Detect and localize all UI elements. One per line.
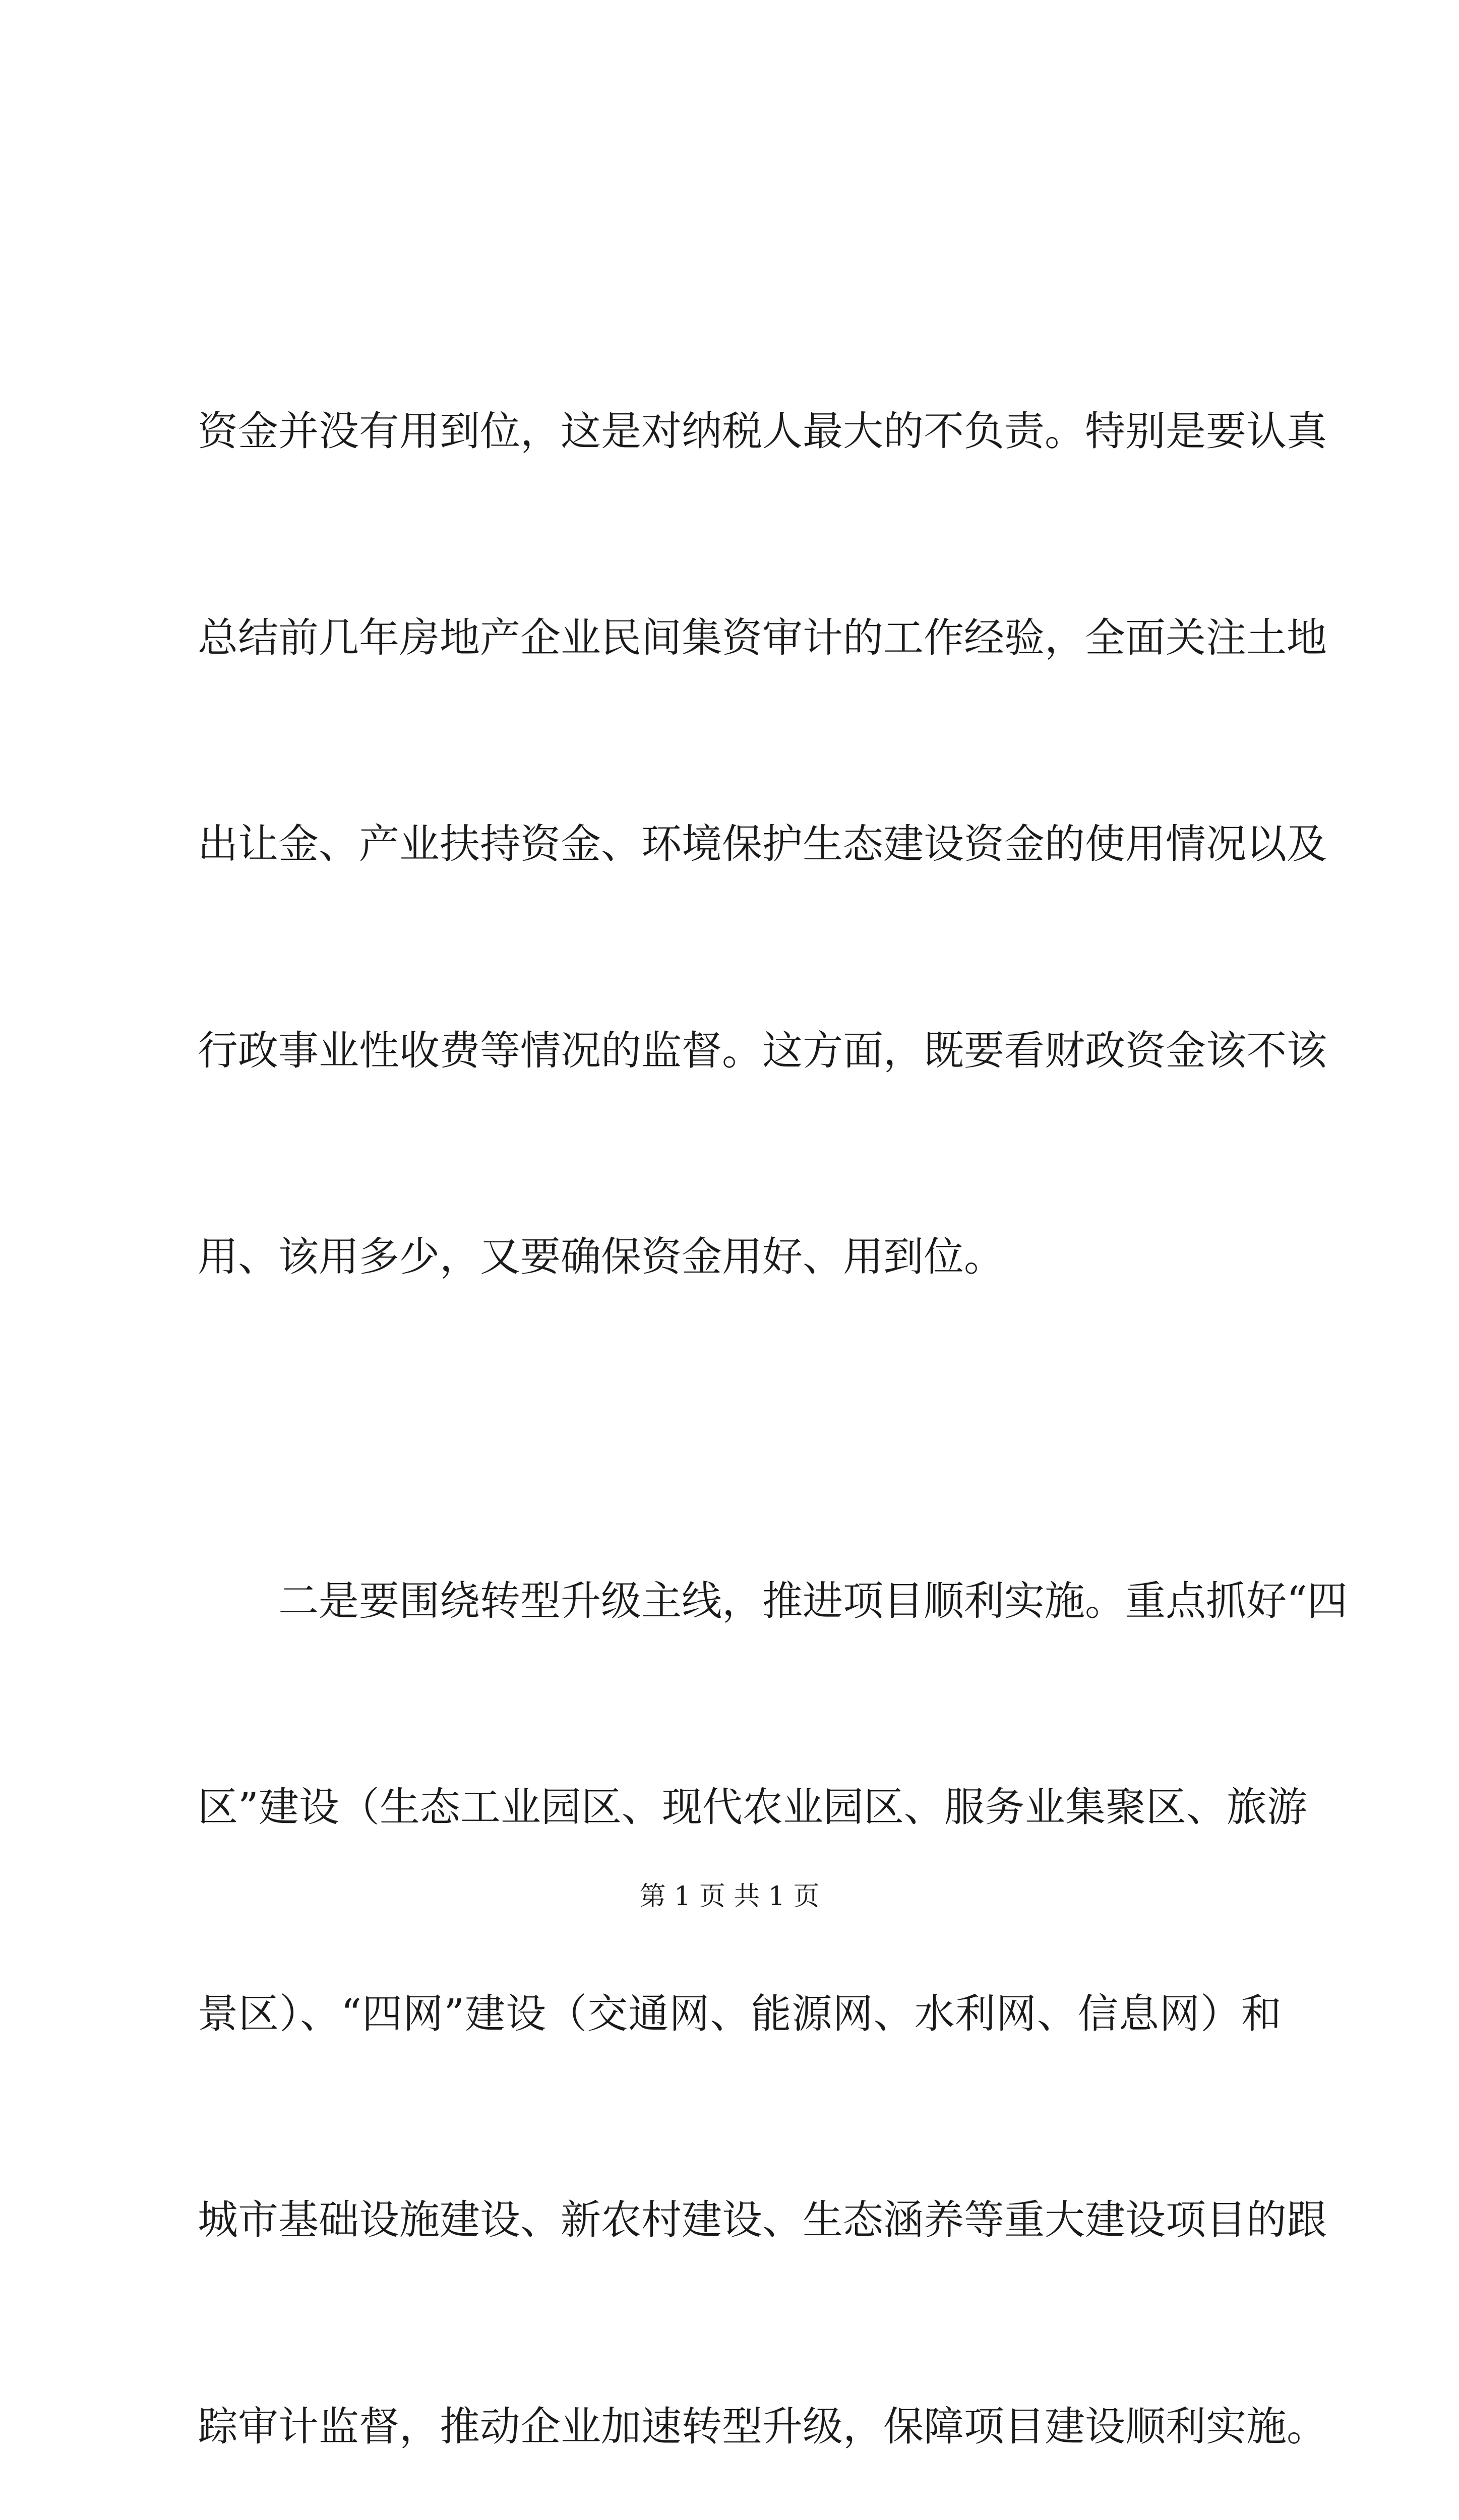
page-number-footer: 第 1 页 共 1 页 <box>0 1875 1459 1913</box>
paragraph-1 <box>198 260 1282 1429</box>
text-line: 二是要围绕转型升级主线，推进项目顺利实施。重点抓好“四 <box>198 1567 1282 1636</box>
text-line: 用、该用多少，又要确保资金用好、用到位。 <box>198 1223 1282 1292</box>
text-line: 区”建设（生态工业园区、现代农业园区、服务业集聚区、旅游 <box>198 1773 1282 1842</box>
paragraph-2 <box>198 1429 1282 2520</box>
text-line: 总结前几年房地产企业民间集资审计的工作经验，全面关注土地 <box>198 604 1282 673</box>
text-line: 行政事业性收费等情况的监督。这方面，既要看财政资金该不该 <box>198 1017 1282 1086</box>
text-line: 资金并没有用到位，这是对纳税人最大的不负责。特别是要认真 <box>198 397 1282 466</box>
text-line: 景区）、“四网”建设（交通网、能源网、水利网、信息网）和 <box>198 1980 1282 2049</box>
text-line: 出让金、产业扶持资金、环境保护生态建设资金的使用情况以及 <box>198 810 1282 879</box>
text-line: 城市基础设施建设、新农村建设、生态涵养等重大建设项目的跟 <box>198 2186 1282 2255</box>
text-line: 踪审计监督，推动企业加速转型升级，保障项目建设顺利实施。 <box>198 2392 1282 2462</box>
document-body <box>198 260 1282 2520</box>
